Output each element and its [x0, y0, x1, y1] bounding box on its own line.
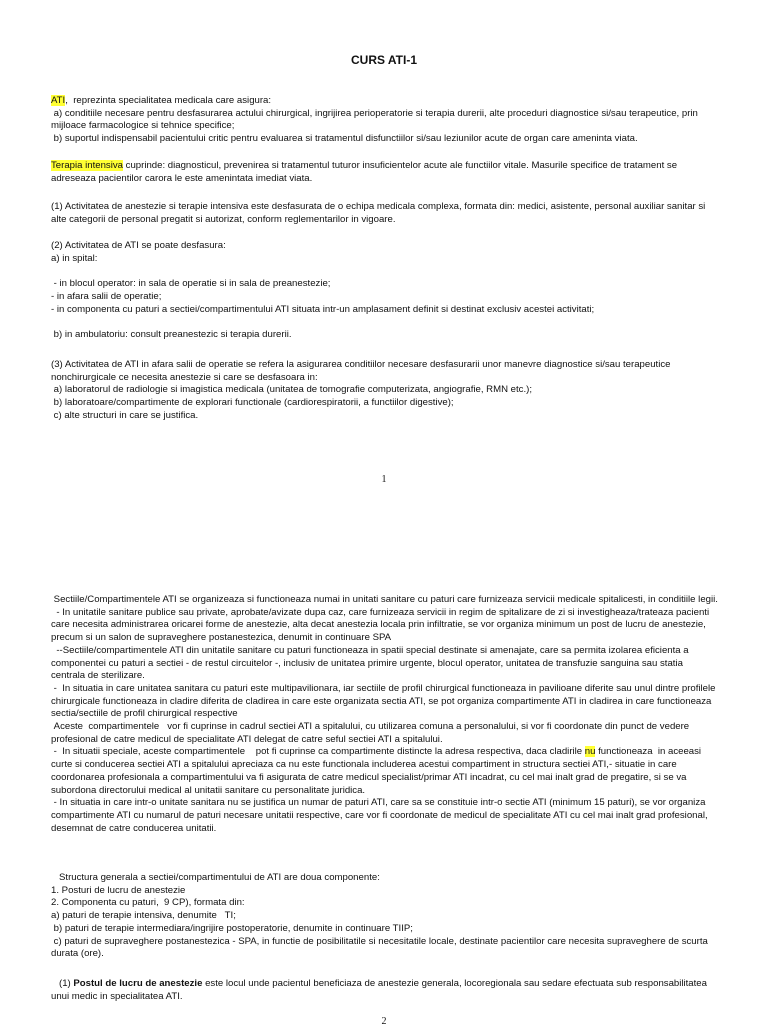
document-page-1: [0, 0, 768, 500]
organization-section: [51, 594, 719, 835]
structure-item: a) paturi de terapie intensiva, denumite TI;: [51, 910, 236, 922]
structure-item: 1. Posturi de lucru de anestezie: [51, 884, 186, 896]
highlighted-term-terapia-intensiva: Terapia intensiva: [51, 160, 123, 171]
structure-lead: Structura generala a sectiei/compartimentului de ATI are doua componente:: [51, 872, 380, 883]
special-situations-paragraph: - In situatii speciale, aceste compartimentele pot fi cuprinse ca compartimente distincte la adresa respectiva, daca cladirile nu functioneaza in aceeasi curte si conducerea sectiei ATI a spitalului apreciaza ca nu este functionala includerea acestui compartiment in structura sectiei ATI,- situatie in care coordonarea profesionala a compartimentului va fi asigurata de catre medicul specialist/primar ATI incadrat, cu cel mai inalt grad de pregatire, si se va subordona directorului medical al unitatii sanitare cu personalitate juridica.: [51, 746, 704, 796]
ati-definition-lead: ATI, reprezinta specialitatea medicala care asigura:: [51, 95, 272, 106]
paragraph-3-item: b) laboratoare/compartimente de explorari functionale (cardiorespiratorii, a functiilor digestive);: [51, 397, 454, 409]
paragraph-3-item: c) alte structuri in care se justifica.: [51, 409, 199, 421]
organization-paragraph: Sectiile/Compartimentele ATI se organizeaza si functioneaza numai in unitati sanitare cu paturi care furnizeaza servicii medicale spitalicesti, in conditiile legii.: [51, 594, 718, 605]
anesthesia-post-definition: [51, 978, 719, 1003]
anesthesia-post-paragraph: (1) Postul de lucru de anestezie este locul unde pacientul beneficiaza de anestezie generala, locoregionala sau sedare efectuata sub responsabilitatea unui medic in specialitatea ATI.: [51, 978, 710, 1002]
hospital-list-item: - in componenta cu paturi a sectiei/compartimentului ATI situata intr-un amplasament definit si destinat exclusiv acestei activitati;: [51, 303, 595, 315]
page-number: 1: [381, 474, 387, 485]
organization-paragraph: Aceste compartimentele vor fi cuprinse in cadrul sectiei ATI a spitalului, cu utilizarea comuna a personalului, si vor fi coordonate din punct de vedere profesional de catre medicul de specialitate ATI delegat de catre seful sectiei ATI a spitalului.: [51, 721, 692, 745]
paragraph-3-lead: (3) Activitatea de ATI in afara salii de operatie se refera la asigurarea conditiilor necesare desfasurarii unor manevre diagnostice si/sau terapeutice nonchirurgicale ce necesita anestezie si care se desfasoara in:: [51, 359, 674, 383]
few-beds-paragraph: - In situatia in care intr-o unitate sanitara nu se justifica un numar de paturi ATI, care sa se constituie intr-o sectie ATI (minimum 15 paturi), se vor organiza compartimente ATI cu numarul de paturi necesare unitatii respective, care vor fi coordonate de medicul de specialitate ATI cu cel mai inalt grad profesional, desemnat de catre conducerea unitatii.: [51, 797, 711, 834]
ati-definition-item: b) suportul indispensabil pacientului critic pentru evaluarea si tratamentul disfunctiilor si/sau leziunilor acute de organ care ameninta viata.: [51, 133, 638, 145]
structure-item: c) paturi de supraveghere postanestezica - SPA, in functie de posibilitatile si necesitatile locale, destinate pacientilor care necesita supraveghere de scurta durata (ore).: [51, 935, 711, 960]
structure-item: 2. Componenta cu paturi, 9 CP), formata din:: [51, 897, 245, 909]
paragraph-2-ambulatory: b) in ambulatoriu: consult preanestezic si terapia durerii.: [51, 328, 292, 340]
organization-paragraph: --Sectiile/compartimentele ATI din unitatile sanitare cu paturi functioneaza in spatii special destinate si amenajate, care sa permita izolarea eficienta a componentei cu paturi a sectiei - de restul circuitelor -, inclusiv de unitatea primire urgente, blocul operator, unitatea de transfuzie sanguina sau statia centrala de sterilizare.: [51, 644, 692, 682]
paragraph-3-item: a) laboratorul de radiologie si imagistica medicala (unitatea de tomografie computerizata, angiografie, RMN etc.);: [51, 384, 532, 396]
paragraph-2-spacer: [51, 316, 719, 329]
paragraph-2-hospital: a) in spital:: [51, 252, 98, 264]
page-number: 2: [381, 1016, 387, 1027]
intensive-care-definition: [51, 160, 719, 185]
highlighted-term-ati: ATI: [51, 95, 66, 106]
ati-definition-item: a) conditiile necesare pentru desfasurarea actului chirurgical, ingrijirea perioperatorie si terapia durerii, alte proceduri diagnostice si/sau terapeutice, prin mijloace farmacologice si tehnice specifice;: [51, 107, 701, 132]
paragraph-1-text: (1) Activitatea de anestezie si terapie intensiva este desfasurata de o echipa medicala complexa, formata din: medici, asistente, personal auxiliar sanitar si alte categorii de personal pregatit si autorizat, conform reglementarilor in vigoare.: [51, 201, 708, 225]
structure-section: [51, 872, 719, 961]
paragraph-1: [51, 201, 719, 226]
ati-definition: [51, 95, 719, 146]
document-title: CURS ATI-1: [351, 53, 417, 67]
paragraph-2: [51, 240, 719, 342]
intensive-care-paragraph: Terapia intensiva cuprinde: diagnosticul, prevenirea si tratamentul tuturor insuficientelor acute ale functiilor vitale. Masurile specifice de tratament se adreseaza pacientilor carora le este amenintata imediat viata.: [51, 160, 680, 184]
bold-term-postul-de-lucru: Postul de lucru de anestezie: [73, 978, 203, 989]
paragraph-3: [51, 359, 719, 423]
hospital-list-item: - in blocul operator: in sala de operatie si in sala de preanestezie;: [51, 278, 331, 290]
paragraph-2-lead: (2) Activitatea de ATI se poate desfasura:: [51, 240, 226, 251]
organization-paragraph: - In situatia in care unitatea sanitara cu paturi este multipavilionara, iar sectiile de profil chirurgical functioneaza in pavilioane diferite sau unul dintre profilele chirurgicale functioneaza in cladire diferita de cladirea in care este organizata sectia ATI, se pot organiza compartimente ATI in cladirea in care functioneaza sectia/sectiile de profil chirurgical respective: [51, 682, 719, 720]
structure-item: b) paturi de terapie intermediara/ingrijire postoperatorie, denumite in continuare TIIP;: [51, 922, 413, 934]
hospital-list-item: - in afara salii de operatie;: [51, 290, 162, 302]
paragraph-2-spacer: [51, 265, 719, 278]
highlighted-word-nu: nu: [584, 746, 596, 758]
organization-paragraph: - In unitatile sanitare publice sau private, aprobate/avizate dupa caz, care furnizeaza servicii in regim de spitalizare de zi si investigheaza/trateaza pacienti care necesita administrarea oricarei forme de anestezie, alta decat anestezia locala prin infiltratie, se vor organiza minimum un post de lucru de anestezie, precum si un salon de supraveghere postanestezica, denumit in continuare SPA: [51, 606, 712, 644]
document-page-2: [0, 590, 768, 1027]
